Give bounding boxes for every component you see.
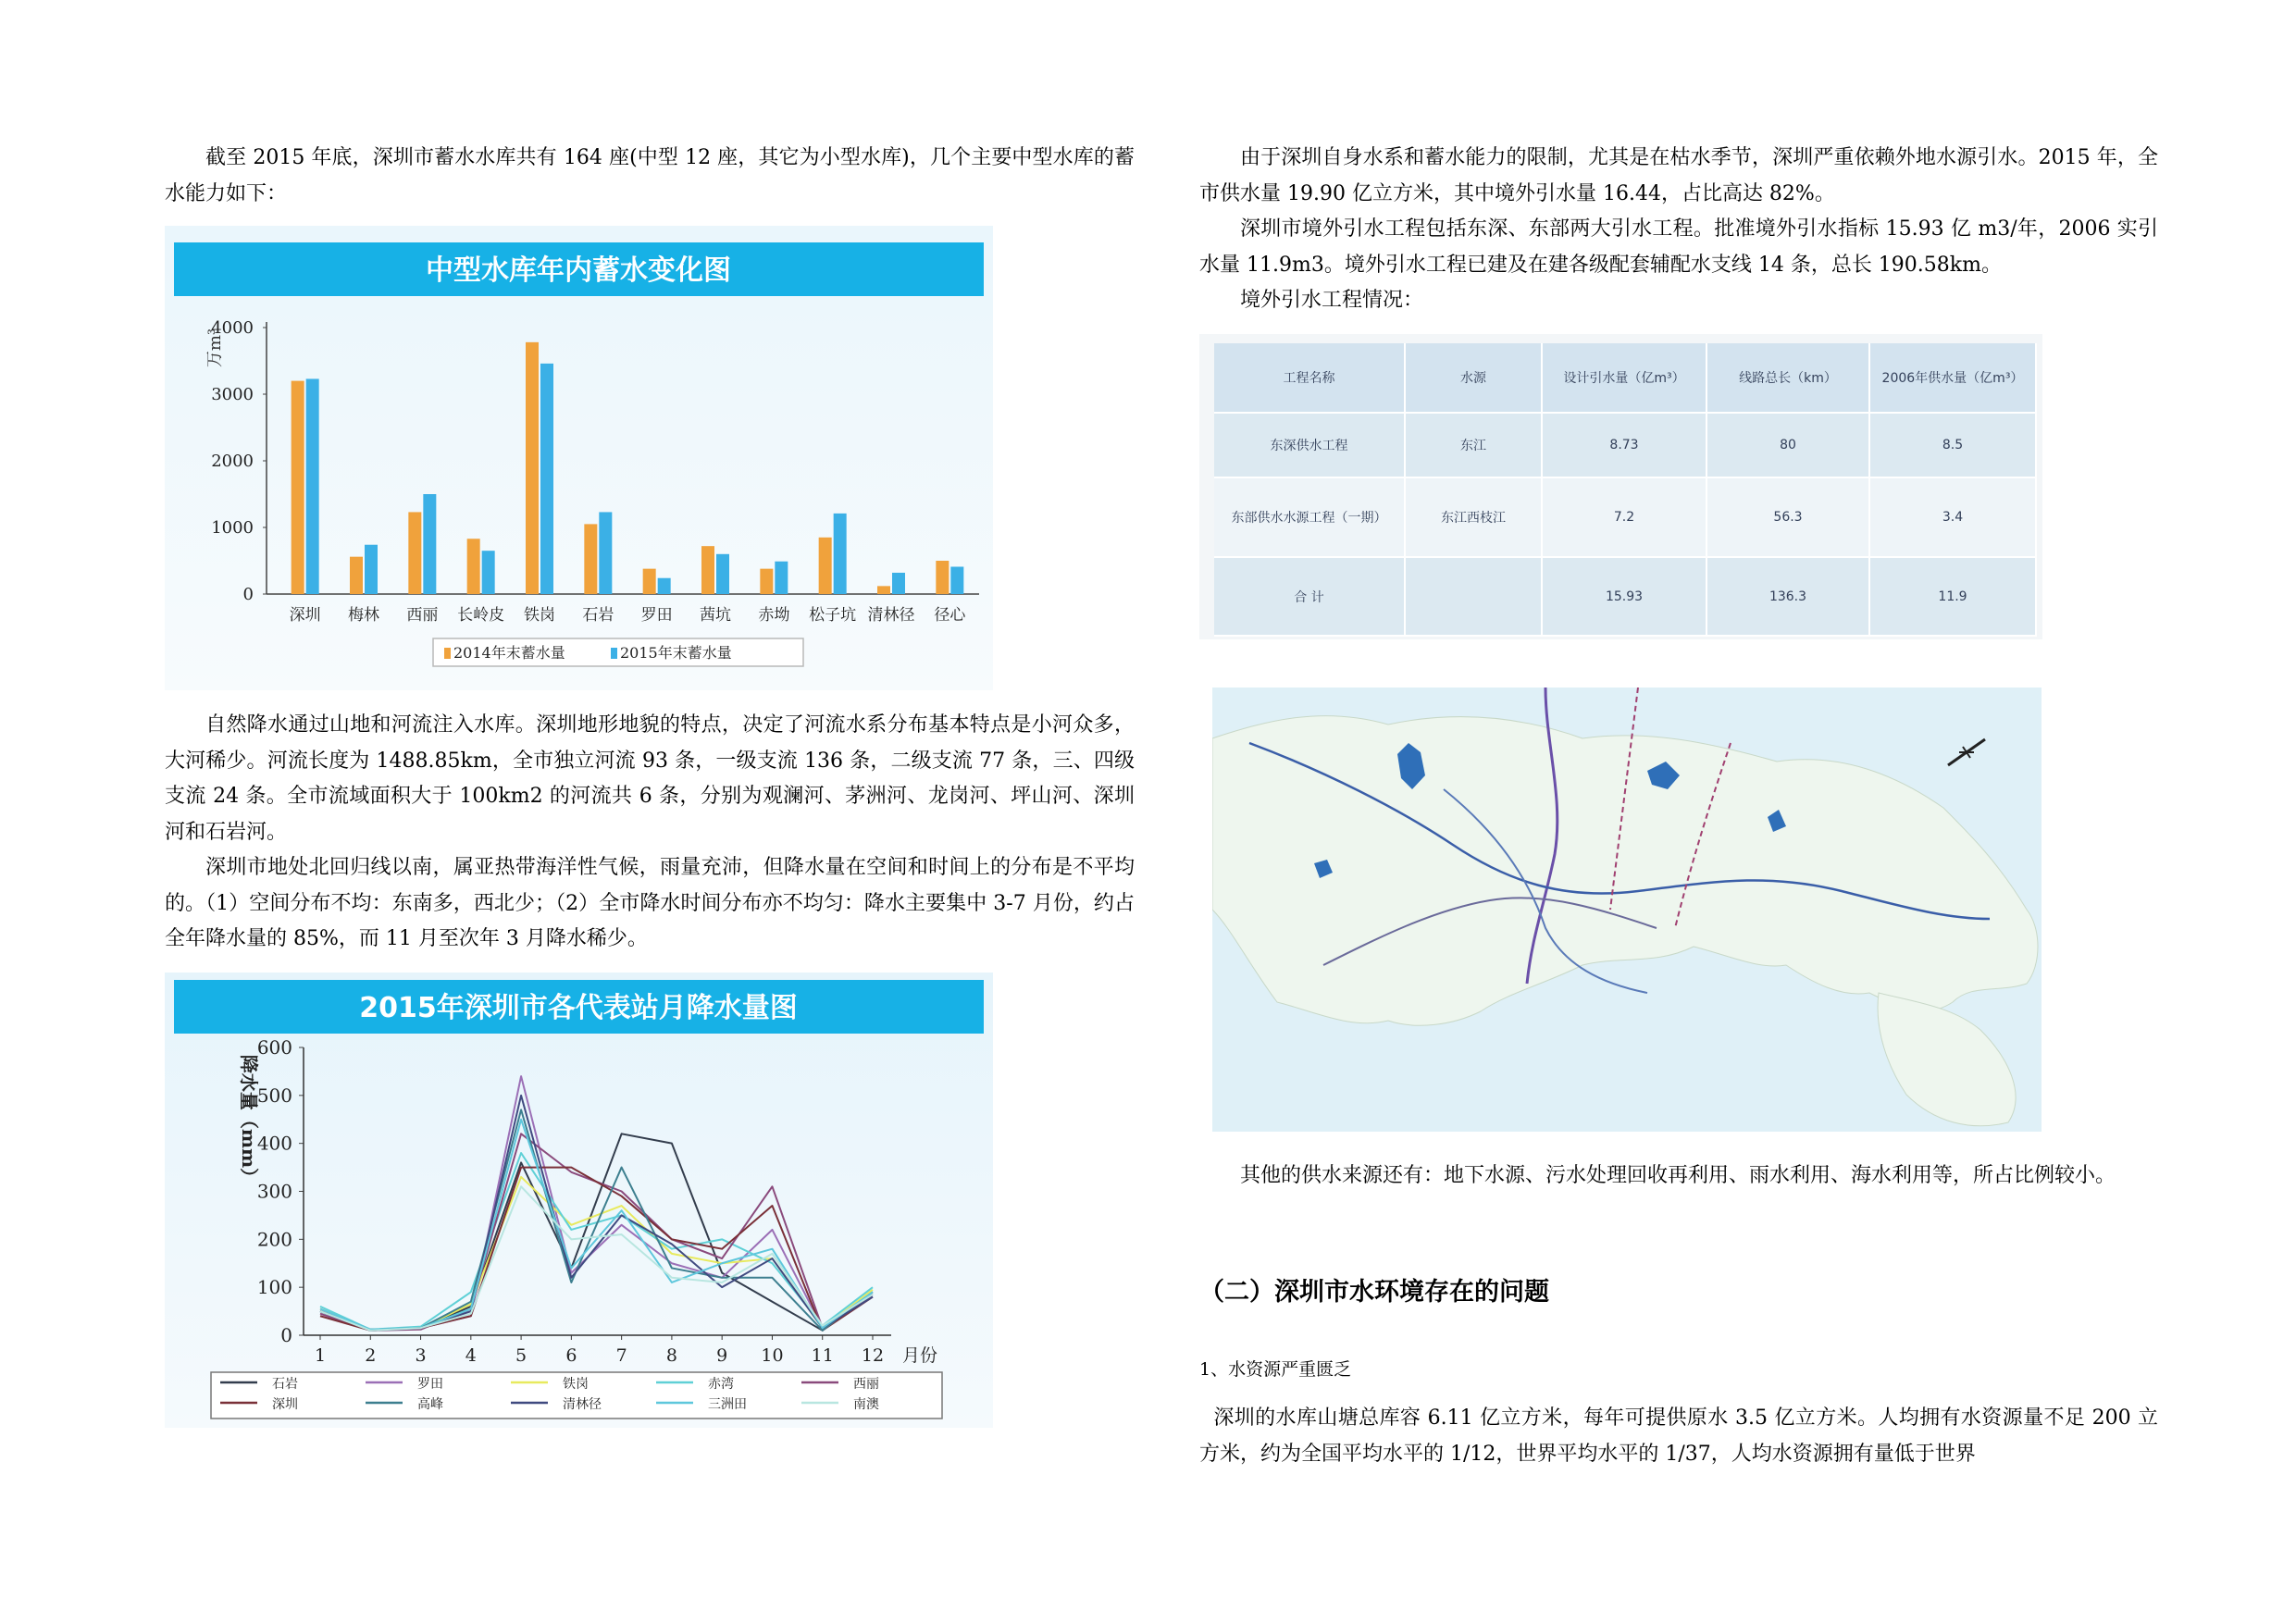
- water-transfer-table: [1214, 343, 2037, 637]
- legend-label: 清林径: [563, 1397, 602, 1412]
- legend-label: 赤湾: [708, 1377, 734, 1392]
- bar-chart-title: 中型水库年内蓄水变化图: [426, 254, 731, 287]
- legend-label: 深圳: [272, 1397, 298, 1412]
- bar-chart-ylabel: 万m³: [205, 328, 225, 368]
- y-tick-label: 200: [256, 1228, 292, 1251]
- bar-2014: [467, 539, 480, 594]
- table-cell: 15.93: [1542, 557, 1706, 636]
- x-tick-label: 1: [314, 1345, 327, 1366]
- right-para-3: 境外引水工程情况：: [1240, 289, 1424, 312]
- table-header-cell: 2006年供水量（亿m³）: [1869, 343, 2036, 413]
- bar-2015: [482, 551, 495, 594]
- line-chart-title: 2015年深圳市各代表站月降水量图: [359, 992, 798, 1024]
- y-tick-label: 0: [280, 1324, 292, 1346]
- bar-2014: [584, 524, 597, 594]
- x-axis-label: 月份: [902, 1345, 938, 1366]
- subsection-heading: 1、水资源严重匮乏: [1199, 1359, 1352, 1380]
- table-cell: 80: [1706, 413, 1869, 477]
- y-tick-label: 3000: [211, 385, 254, 404]
- x-tick-label: 长岭皮: [457, 606, 505, 625]
- y-tick-label: 400: [256, 1132, 292, 1155]
- table-header-row: [1214, 343, 2036, 413]
- x-tick-label: 6: [565, 1345, 577, 1366]
- table-header-cell: 工程名称: [1214, 343, 1405, 413]
- x-tick-label: 12: [861, 1345, 885, 1366]
- bar-2014: [350, 557, 363, 594]
- bar-2015: [306, 378, 319, 594]
- section-heading: （二）深圳市水环境存在的问题: [1199, 1278, 1549, 1307]
- x-tick-label: 铁岗: [524, 606, 555, 625]
- x-tick-label: 深圳: [289, 606, 321, 625]
- table-cell: 8.5: [1869, 413, 2036, 477]
- x-tick-label: 赤坳: [758, 606, 790, 625]
- x-tick-label: 7: [615, 1345, 627, 1366]
- legend-label: 罗田: [417, 1377, 443, 1392]
- legend-label: 南澳: [853, 1397, 879, 1412]
- y-tick-label: 1000: [211, 518, 254, 538]
- bar-2014: [701, 546, 714, 594]
- right-para-2: 深圳市境外引水工程包括东深、东部两大引水工程。批准境外引水指标 15.93 亿 m3/年，2006 实引水量 11.9m3。境外引水工程已建及在建各级配套辅配水支线 14 条，总长 190.58km。: [1199, 217, 2158, 277]
- y-tick-label: 500: [256, 1084, 292, 1107]
- bar-2014: [292, 381, 304, 594]
- bar-2015: [658, 578, 671, 594]
- legend-label: 西丽: [853, 1377, 879, 1392]
- x-tick-label: 清林径: [867, 606, 915, 625]
- bar-2015: [892, 573, 905, 594]
- x-tick-label: 梅林: [348, 606, 379, 625]
- table-cell: 东部供水水源工程（一期）: [1214, 477, 1405, 557]
- bar-2014: [643, 569, 656, 594]
- x-tick-label: 5: [515, 1345, 527, 1366]
- x-tick-label: 石岩: [582, 606, 614, 625]
- x-tick-label: 4: [465, 1345, 477, 1366]
- x-tick-label: 松子坑: [809, 606, 857, 625]
- table-row: [1214, 477, 2036, 557]
- x-tick-label: 10: [761, 1345, 784, 1366]
- right-para-5: 深圳的水库山塘总库容 6.11 亿立方米，每年可提供原水 3.5 亿立方米。人均拥有水资源量不足 200 立方米，约为全国平均水平的 1/12，世界平均水平的 1/37，人均水资源拥有量低于世界: [1199, 1406, 2158, 1466]
- bar-2015: [423, 494, 436, 594]
- table-cell: 合 计: [1214, 557, 1405, 636]
- x-tick-label: 茜坑: [700, 606, 731, 625]
- legend-swatch-2014: [444, 648, 451, 659]
- x-tick-label: 2: [365, 1345, 377, 1366]
- rainfall-line-chart: [165, 973, 993, 1428]
- y-tick-label: 100: [256, 1276, 292, 1299]
- bar-2014: [877, 586, 890, 594]
- bar-2014: [819, 538, 832, 594]
- left-para-2: 自然降水通过山地和河流注入水库。深圳地形地貌的特点，决定了河流水系分布基本特点是小河众多，大河稀少。河流长度为 1488.85km，全市独立河流 93 条，一级支流 136 条，二级支流 77 条，三、四级支流 24 条。全市流域面积大于 100km2 的河流共 6 条，分别为观澜河、茅洲河、龙岗河、坪山河、深圳河和石岩河。: [165, 713, 1135, 844]
- table-cell: 东江: [1405, 413, 1542, 477]
- water-network-map: [1212, 688, 2042, 1132]
- legend-label: 铁岗: [563, 1377, 589, 1392]
- right-para-4: 其他的供水来源还有：地下水源、污水处理回收再利用、雨水利用、海水利用等，所占比例较小。: [1240, 1164, 2116, 1187]
- legend-label: 三洲田: [708, 1397, 747, 1412]
- x-tick-label: 11: [811, 1345, 834, 1366]
- table-cell: [1405, 557, 1542, 636]
- table-cell: 东深供水工程: [1214, 413, 1405, 477]
- legend-swatch-2015: [611, 648, 617, 659]
- line-chart-ylabel: 降水量（mm）: [238, 1054, 260, 1187]
- table-cell: 东江西枝江: [1405, 477, 1542, 557]
- table-row: [1214, 557, 2036, 636]
- right-para-1: 由于深圳自身水系和蓄水能力的限制，尤其是在枯水季节，深圳严重依赖外地水源引水。2015 年，全市供水量 19.90 亿立方米，其中境外引水量 16.44，占比高达 82%。: [1199, 146, 2158, 205]
- table-cell: 56.3: [1706, 477, 1869, 557]
- table-cell: 8.73: [1542, 413, 1706, 477]
- bar-2014: [760, 569, 773, 594]
- x-tick-label: 罗田: [640, 606, 673, 625]
- left-para-1: 截至 2015 年底，深圳市蓄水水库共有 164 座(中型 12 座，其它为小型水库)，几个主要中型水库的蓄水能力如下：: [165, 146, 1135, 205]
- y-tick-label: 300: [256, 1180, 292, 1203]
- bar-2015: [365, 545, 378, 594]
- left-para-3: 深圳市地处北回归线以南，属亚热带海洋性气候，雨量充沛，但降水量在空间和时间上的分布是不平均的。（1）空间分布不均：东南多，西北少；（2）全市降水时间分布亦不均匀：降水主要集中 3-7 月份，约占全年降水量的 85%，而 11 月至次年 3 月降水稀少。: [165, 856, 1135, 950]
- table-cell: 11.9: [1869, 557, 2036, 636]
- x-tick-label: 8: [665, 1345, 677, 1366]
- legend-label-2014: 2014年末蓄水量: [453, 644, 565, 662]
- bar-2014: [936, 561, 949, 594]
- y-tick-label: 600: [256, 1036, 292, 1059]
- water-transfer-table-figure: [1199, 334, 2042, 639]
- y-tick-label: 0: [242, 585, 254, 604]
- reservoir-bar-chart: [165, 226, 993, 690]
- bar-2014: [526, 342, 539, 594]
- legend-label: 高峰: [417, 1397, 443, 1412]
- y-tick-label: 2000: [211, 452, 254, 471]
- x-tick-label: 西丽: [406, 606, 439, 625]
- table-row: [1214, 413, 2036, 477]
- x-tick-label: 9: [716, 1345, 728, 1366]
- bar-2015: [716, 554, 729, 594]
- x-tick-label: 径心: [934, 606, 966, 625]
- legend-label: 石岩: [272, 1377, 298, 1392]
- bar-2015: [599, 512, 612, 594]
- legend-label-2015: 2015年末蓄水量: [620, 644, 732, 662]
- table-header-cell: 水源: [1405, 343, 1542, 413]
- y-tick-label: 4000: [211, 318, 254, 338]
- bar-2014: [408, 512, 421, 594]
- bar-2015: [950, 566, 963, 594]
- table-cell: 7.2: [1542, 477, 1706, 557]
- bar-2015: [540, 364, 553, 594]
- bar-2015: [775, 562, 788, 594]
- x-tick-label: 3: [415, 1345, 427, 1366]
- table-cell: 3.4: [1869, 477, 2036, 557]
- table-header-cell: 设计引水量（亿m³）: [1542, 343, 1706, 413]
- table-header-cell: 线路总长（km）: [1706, 343, 1869, 413]
- table-cell: 136.3: [1706, 557, 1869, 636]
- bar-2015: [834, 514, 847, 594]
